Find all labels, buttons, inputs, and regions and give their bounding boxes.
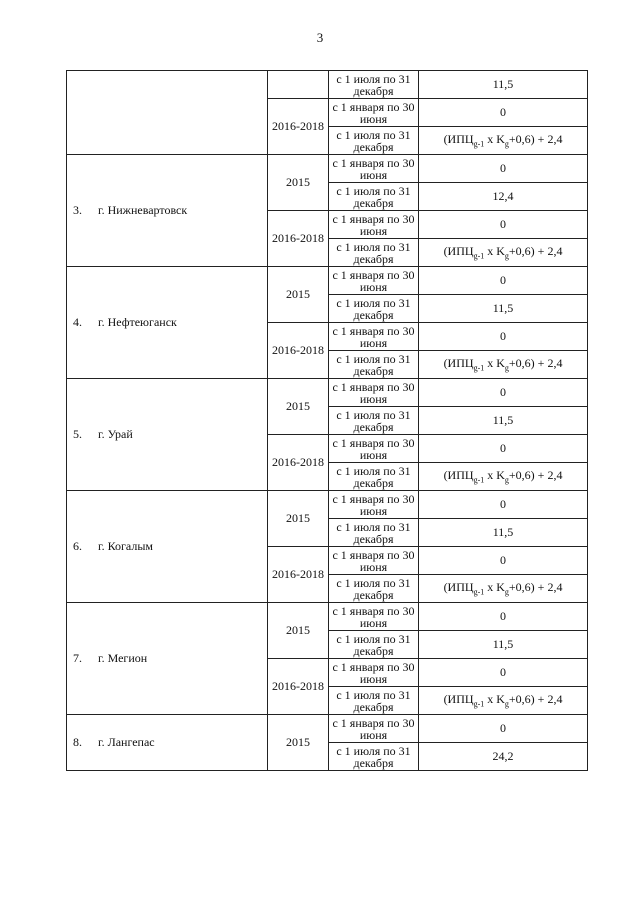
period-cell: с 1 января по 30 июня <box>329 659 419 687</box>
year-cell: 2015 <box>268 379 329 435</box>
value-cell: 0 <box>419 659 588 687</box>
period-cell: с 1 июля по 31 декабря <box>329 239 419 267</box>
city-cell <box>67 267 268 379</box>
period-cell: с 1 июля по 31 декабря <box>329 351 419 379</box>
table-row <box>67 379 588 407</box>
year-cell: 2015 <box>268 155 329 211</box>
value-cell: 0 <box>419 211 588 239</box>
value-cell: 0 <box>419 267 588 295</box>
period-cell: с 1 января по 30 июня <box>329 435 419 463</box>
city-cell <box>67 71 268 155</box>
year-cell: 2015 <box>268 491 329 547</box>
year-cell: 2016-2018 <box>268 547 329 603</box>
row-number: 3. <box>73 203 82 217</box>
year-cell: 2015 <box>268 267 329 323</box>
city-name: г. Мегион <box>98 651 148 665</box>
period-cell: с 1 января по 30 июня <box>329 211 419 239</box>
value-cell: 0 <box>419 491 588 519</box>
value-cell: 11,5 <box>419 407 588 435</box>
period-cell: с 1 января по 30 июня <box>329 155 419 183</box>
period-cell: с 1 июля по 31 декабря <box>329 575 419 603</box>
city-cell <box>67 603 268 715</box>
city-name: г. Нефтеюганск <box>98 315 177 329</box>
period-cell: с 1 июля по 31 декабря <box>329 183 419 211</box>
row-number: 5. <box>73 427 82 441</box>
city-name: г. Нижневартовск <box>98 203 188 217</box>
row-number: 4. <box>73 315 82 329</box>
value-cell: 11,5 <box>419 295 588 323</box>
year-cell: 2015 <box>268 715 329 771</box>
value-cell: 12,4 <box>419 183 588 211</box>
city-cell <box>67 491 268 603</box>
formula-cell <box>419 239 588 267</box>
period-cell: с 1 июля по 31 декабря <box>329 295 419 323</box>
year-cell: 2016-2018 <box>268 659 329 715</box>
formula-cell <box>419 687 588 715</box>
value-cell: 24,2 <box>419 743 588 771</box>
page-number: 3 <box>316 30 324 45</box>
city-name: г. Урай <box>98 427 133 441</box>
period-cell: с 1 января по 30 июня <box>329 603 419 631</box>
table-row <box>67 155 588 183</box>
period-cell: с 1 июля по 31 декабря <box>329 631 419 659</box>
city-cell <box>67 379 268 491</box>
formula: ($ИПЦ_{g-1}$ x $K_g+0,6) + 2,4$ <box>443 580 563 597</box>
period-cell: с 1 июля по 31 декабря <box>329 407 419 435</box>
table-row <box>67 715 588 743</box>
period-cell: с 1 июля по 31 декабря <box>329 519 419 547</box>
value-cell: 11,5 <box>419 519 588 547</box>
formula-cell <box>419 575 588 603</box>
value-cell: 0 <box>419 547 588 575</box>
city-name: г. Лангепас <box>98 735 155 749</box>
value-cell: 0 <box>419 435 588 463</box>
value-cell: 0 <box>419 603 588 631</box>
formula-cell <box>419 351 588 379</box>
formula: ($ИПЦ_{g-1}$ x $K_g+0,6) + 2,4$ <box>443 244 563 261</box>
year-cell: 2016-2018 <box>268 99 329 155</box>
period-cell: с 1 января по 30 июня <box>329 547 419 575</box>
formula: ($ИПЦ_{g-1}$ x $K_g+0,6) + 2,4$ <box>443 132 563 149</box>
period-cell: с 1 января по 30 июня <box>329 491 419 519</box>
value-cell: 11,5 <box>419 631 588 659</box>
year-cell: 2016-2018 <box>268 323 329 379</box>
period-cell: с 1 июля по 31 декабря <box>329 71 419 99</box>
period-cell: с 1 июля по 31 декабря <box>329 463 419 491</box>
value-cell: 11,5 <box>419 71 588 99</box>
city-cell <box>67 155 268 267</box>
row-number: 7. <box>73 651 82 665</box>
value-cell: 0 <box>419 715 588 743</box>
city-name: г. Когалым <box>98 539 153 553</box>
tariff-table <box>66 70 588 771</box>
formula: ($ИПЦ_{g-1}$ x $K_g+0,6) + 2,4$ <box>443 692 563 709</box>
year-cell: 2015 <box>268 603 329 659</box>
value-cell: 0 <box>419 99 588 127</box>
period-cell: с 1 июля по 31 декабря <box>329 687 419 715</box>
value-cell: 0 <box>419 155 588 183</box>
period-cell: с 1 января по 30 июня <box>329 715 419 743</box>
row-number: 8. <box>73 735 82 749</box>
row-number: 6. <box>73 539 82 553</box>
period-cell: с 1 июля по 31 декабря <box>329 743 419 771</box>
period-cell: с 1 января по 30 июня <box>329 99 419 127</box>
value-cell: 0 <box>419 379 588 407</box>
value-cell: 0 <box>419 323 588 351</box>
period-cell: с 1 января по 30 июня <box>329 323 419 351</box>
formula: ($ИПЦ_{g-1}$ x $K_g+0,6) + 2,4$ <box>443 468 563 485</box>
period-cell: с 1 июля по 31 декабря <box>329 127 419 155</box>
year-cell: 2016-2018 <box>268 435 329 491</box>
year-cell <box>268 71 329 99</box>
table-row <box>67 71 588 99</box>
period-cell: с 1 января по 30 июня <box>329 379 419 407</box>
city-cell <box>67 715 268 771</box>
year-cell: 2016-2018 <box>268 211 329 267</box>
formula-cell <box>419 127 588 155</box>
formula: ($ИПЦ_{g-1}$ x $K_g+0,6) + 2,4$ <box>443 356 563 373</box>
table-row <box>67 603 588 631</box>
period-cell: с 1 января по 30 июня <box>329 267 419 295</box>
table-row <box>67 491 588 519</box>
formula-cell <box>419 463 588 491</box>
table-row <box>67 267 588 295</box>
